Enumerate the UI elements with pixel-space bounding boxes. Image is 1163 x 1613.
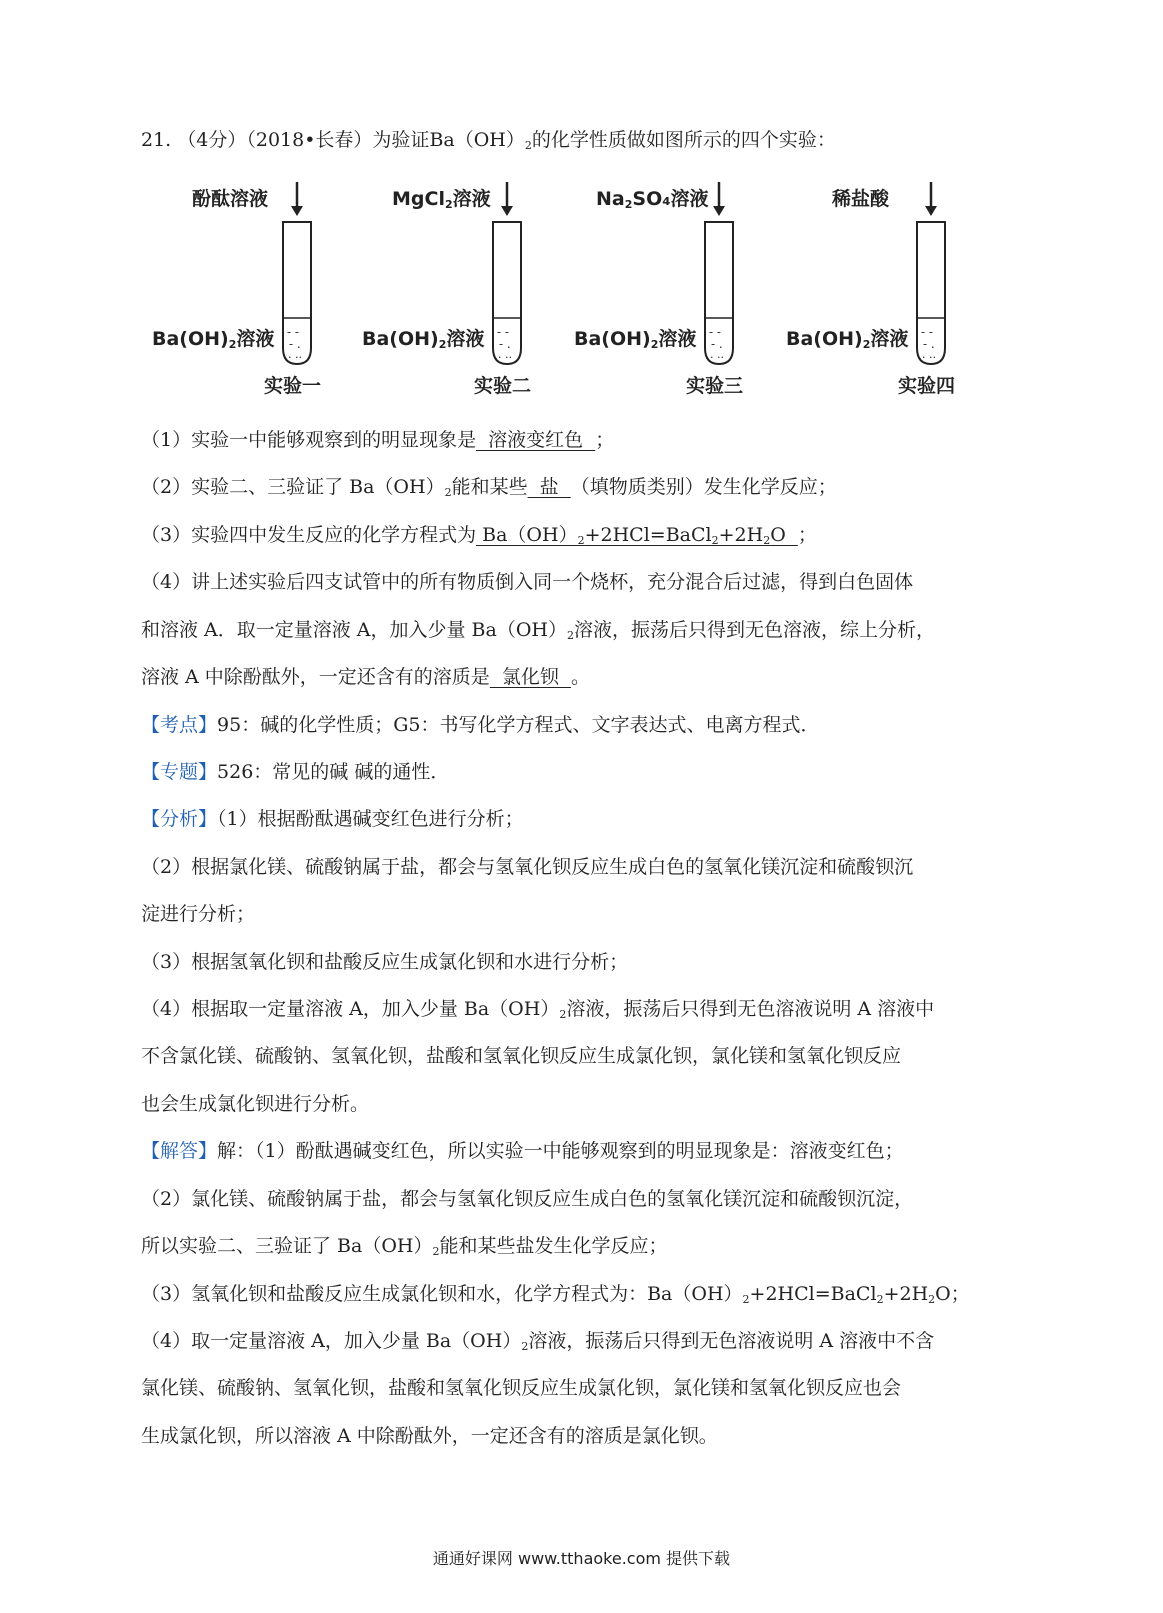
svg-text:. ..: . .. bbox=[710, 348, 724, 361]
fenxi-line-3: 淀进行分析； bbox=[141, 903, 256, 925]
tube-label-4: $Ba(OH)_2$溶液 bbox=[786, 328, 909, 351]
part-4-line-1: （4）讲上述实验后四支试管中的所有物质倒入同一个烧杯，充分混合后过滤，得到白色固体 bbox=[141, 571, 914, 593]
jieda-line-2: （2）氯化镁、硫酸钠属于盐，都会与氢氧化钡反应生成白色的氢氧化镁沉淀和硫酸钡沉淀， bbox=[141, 1188, 914, 1210]
reagent-label-4: 稀盐酸 bbox=[832, 188, 890, 210]
question-score: （4分） bbox=[177, 129, 247, 151]
question-stem: 21. （4分）（2018•长春）为验证$Ba(OH)_2$的化学性质做如图所示的四个实验： bbox=[141, 129, 836, 152]
answer-blank-3: $Ba(OH)_2+2HCl=BaCl_2+2H_2O$ bbox=[476, 524, 798, 547]
part-2: （2）实验二、三验证了 $Ba(OH)_2$能和某些 盐 （填物质类别）发生化学反应； bbox=[141, 476, 837, 499]
jieda-line-1: 【解答】解：（1）酚酞遇碱变红色，所以实验一中能够观察到的明显现象是：溶液变红色； bbox=[141, 1140, 904, 1162]
tube-label-2: $Ba(OH)_2$溶液 bbox=[362, 328, 485, 351]
svg-text:. ..: . .. bbox=[498, 348, 512, 361]
svg-text:- .: - . bbox=[711, 337, 723, 351]
answer-blank-1: 溶液变红色 bbox=[476, 429, 596, 451]
answer-blank-4: 氯化钡 bbox=[489, 666, 571, 688]
jieda-tag: 【解答】 bbox=[141, 1140, 218, 1162]
jieda-line-7: 生成氯化钡，所以溶液 A 中除酚酞外，一定还含有的溶质是氯化钡。 bbox=[141, 1425, 718, 1447]
fenxi-line-2: （2）根据氯化镁、硫酸钠属于盐，都会与氢氧化钡反应生成白色的氢氧化镁沉淀和硫酸钡沉 bbox=[141, 856, 914, 878]
experiment-label-3: 实验三 bbox=[686, 375, 744, 397]
fenxi-line-1: 【分析】（1）根据酚酞遇碱变红色进行分析； bbox=[141, 808, 524, 830]
reagent-label-2: MgCl$_2$溶液 bbox=[392, 188, 491, 211]
question-number: 21. bbox=[141, 129, 172, 151]
part-3: （3）实验四中发生反应的化学方程式为 $Ba(OH)_2+2HCl=BaCl_2+2H_2O$ ； bbox=[141, 524, 817, 547]
test-tube-1 bbox=[278, 180, 318, 370]
experiment-label-4: 实验四 bbox=[898, 375, 956, 397]
part-4-line-2: 和溶液 A．取一定量溶液 A，加入少量 $Ba(OH)_2$溶液，振荡后只得到无色溶液，综上分析， bbox=[141, 619, 936, 642]
zhuanti-tag: 【专题】 bbox=[141, 761, 218, 783]
part-1: （1）实验一中能够观察到的明显现象是 溶液变红色 ； bbox=[141, 429, 615, 451]
svg-text:. ..: . .. bbox=[288, 348, 302, 361]
svg-text:- .: - . bbox=[923, 337, 935, 351]
zhuanti: 【专题】526：常见的碱 碱的通性． bbox=[141, 761, 450, 783]
fenxi-line-6: 不含氯化镁、硫酸钠、氢氧化钡，盐酸和氢氧化钡反应生成氯化钡，氯化镁和氢氧化钡反应 bbox=[141, 1045, 902, 1067]
experiment-label-2: 实验二 bbox=[474, 375, 532, 397]
tube-label-3: $Ba(OH)_2$溶液 bbox=[574, 328, 697, 351]
jieda-line-4: （3）氢氧化钡和盐酸反应生成氯化钡和水，化学方程式为：$Ba(OH)_2+2HCl=BaCl_2+2H_2O$； bbox=[141, 1283, 970, 1306]
kaodian: 【考点】95：碱的化学性质；G5：书写化学方程式、文字表达式、电离方程式． bbox=[141, 714, 820, 736]
jieda-line-5: （4）取一定量溶液 A，加入少量 $Ba(OH)_2$溶液，振荡后只得到无色溶液说明 A 溶液中不含 bbox=[141, 1330, 935, 1353]
reagent-label-3: $Na_2SO_4$溶液 bbox=[596, 188, 709, 211]
svg-text:- -: - - bbox=[921, 325, 933, 339]
kaodian-tag: 【考点】 bbox=[141, 714, 218, 736]
test-tube-2 bbox=[488, 180, 528, 370]
experiment-label-1: 实验一 bbox=[264, 375, 322, 397]
answer-blank-2: 盐 bbox=[527, 476, 571, 498]
tube-label-1: $Ba(OH)_2$溶液 bbox=[152, 328, 275, 351]
svg-text:- -: - - bbox=[497, 325, 509, 339]
test-tube-3 bbox=[700, 180, 740, 370]
fenxi-line-7: 也会生成氯化钡进行分析。 bbox=[141, 1093, 370, 1115]
part-4-line-3: 溶液 A 中除酚酞外，一定还含有的溶质是 氯化钡 。 bbox=[141, 666, 590, 688]
test-tube-4 bbox=[912, 180, 952, 370]
svg-text:- .: - . bbox=[499, 337, 511, 351]
reagent-label-1: 酚酞溶液 bbox=[192, 188, 269, 210]
svg-text:- .: - . bbox=[289, 337, 301, 351]
question-source: （2018•长春） bbox=[246, 129, 373, 151]
jieda-line-6: 氯化镁、硫酸钠、氢氧化钡，盐酸和氢氧化钡反应生成氯化钡，氯化镁和氢氧化钡反应也会 bbox=[141, 1377, 902, 1399]
fenxi-line-4: （3）根据氢氧化钡和盐酸反应生成氯化钡和水进行分析； bbox=[141, 951, 629, 973]
fenxi-tag: 【分析】 bbox=[141, 808, 218, 830]
footer-credit: 通通好课网 www.tthaoke.com 提供下载 bbox=[432, 1549, 731, 1568]
fenxi-line-5: （4）根据取一定量溶液 A，加入少量 $Ba(OH)_2$溶液，振荡后只得到无色溶液说明 A 溶液中 bbox=[141, 998, 935, 1021]
svg-text:. ..: . .. bbox=[922, 348, 936, 361]
svg-text:- -: - - bbox=[709, 325, 721, 339]
svg-text:- -: - - bbox=[287, 325, 299, 339]
jieda-line-3: 所以实验二、三验证了 $Ba(OH)_2$能和某些盐发生化学反应； bbox=[141, 1235, 668, 1258]
